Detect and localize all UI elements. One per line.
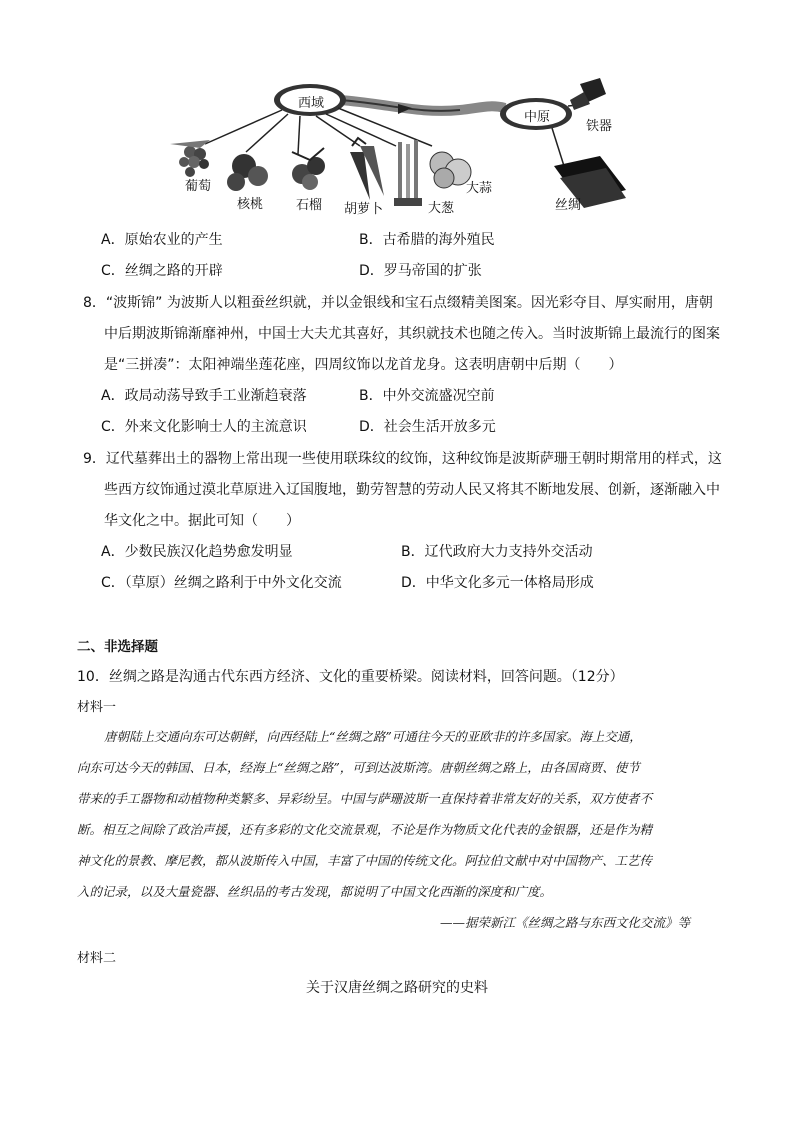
pomegranate-label: 石榴 [296, 198, 323, 213]
q9-option-b[interactable]: B．辽代政府大力支持外交活动 [401, 544, 593, 560]
material-2-title: 关于汉唐丝绸之路研究的史料 [306, 980, 488, 996]
q8-number: 8． [83, 295, 106, 311]
q8-stem-line-2: 中后期波斯锦渐靡神州，中国士大夫尤其喜好，其织就技术也随之传入。当时波斯锦上最流行的图案 [104, 326, 720, 342]
q7-option-d[interactable]: D．罗马帝国的扩张 [359, 263, 482, 279]
iron-tools-label: 铁器 [586, 119, 613, 134]
q9-option-c[interactable]: C．（草原）丝绸之路利于中外文化交流 [101, 575, 342, 591]
silk-road-exchange-figure [160, 74, 630, 216]
q9-stem-line-2: 些西方纹饰通过漠北草原进入辽国腹地，勤劳智慧的劳动人民又将其不断地发展、创新，逐渐融入中 [104, 482, 720, 498]
material-1-line-3: 带来的手工器物和动植物种类繁多、异彩纷呈。中国与萨珊波斯一直保持着非常友好的关系，双方使者不 [77, 791, 653, 806]
section-title: 二、非选择题 [77, 639, 158, 655]
material-1-line-2: 向东可达今天的韩国、日本，经海上“丝绸之路”，可到达波斯湾。唐朝丝绸之路上，由各国商贾、使节 [77, 760, 640, 775]
q9-stem-line-1: 9．辽代墓葬出土的器物上常出现一些使用联珠纹的纹饰，这种纹饰是波斯萨珊王朝时期常用的样式，这 [83, 451, 722, 467]
center-node-label: 中原 [524, 110, 551, 125]
material-1-line-4: 断。相互之间除了政治声援，还有多彩的文化交流景观，不论是作为物质文化代表的金银器，还是作为精 [77, 822, 653, 837]
carrot-illustration [350, 138, 384, 200]
q9-option-a[interactable]: A．少数民族汉化趋势愈发明显 [101, 544, 293, 560]
walnut-label: 核桃 [237, 197, 264, 212]
scallion-illustration [394, 140, 422, 206]
carrot-label: 胡萝卜 [344, 202, 384, 217]
q9-stem-line-3: 华文化之中。据此可知（ ） [104, 513, 300, 529]
q8-option-b[interactable]: B．中外交流盛况空前 [359, 388, 495, 404]
west-node-label: 西域 [298, 96, 325, 111]
grape-illustration [170, 140, 210, 177]
scallion-label: 大葱 [428, 201, 455, 216]
material-1-line-6: 入的记录，以及大量瓷器、丝织品的考古发现，都说明了中国文化西渐的深度和广度。 [77, 884, 553, 899]
q9-option-d[interactable]: D．中华文化多元一体格局形成 [401, 575, 594, 591]
iron-tools-illustration [570, 78, 606, 110]
silk-label: 丝绸 [555, 198, 582, 213]
material-1-label: 材料一 [77, 700, 117, 715]
q7-option-a[interactable]: A．原始农业的产生 [101, 232, 223, 248]
q9-number: 9． [83, 451, 106, 467]
q10-stem: 10．丝绸之路是沟通古代东西方经济、文化的重要桥梁。阅读材料，回答问题。（12分） [77, 669, 624, 685]
q8-option-a[interactable]: A．政局动荡导致手工业渐趋衰落 [101, 388, 307, 404]
walnut-illustration [227, 154, 268, 191]
garlic-illustration [430, 152, 471, 188]
q8-stem-line-1: 8．“波斯锦” 为波斯人以粗蚕丝织就，并以金银线和宝石点缀精美图案。因光彩夺目、厚实耐用，唐朝 [83, 295, 713, 311]
garlic-label: 大蒜 [466, 181, 493, 196]
material-2-label: 材料二 [77, 951, 117, 966]
q8-stem-line-3: 是“三拼凑”：太阳神端坐莲花座，四周纹饰以龙首龙身。这表明唐朝中后期（ ） [104, 357, 623, 373]
q8-option-c[interactable]: C．外来文化影响士人的主流意识 [101, 419, 307, 435]
pomegranate-illustration [292, 148, 325, 190]
q7-option-c[interactable]: C．丝绸之路的开辟 [101, 263, 223, 279]
material-1-source: ——据荣新江《丝绸之路与东西文化交流》等 [440, 915, 691, 930]
material-1-line-1: 唐朝陆上交通向东可达朝鲜，向西经陆上“丝绸之路”可通往今天的亚欧非的许多国家。海上交通， [104, 729, 642, 744]
material-1-line-5: 神文化的景教、摩尼教，都从波斯传入中国，丰富了中国的传统文化。阿拉伯文献中对中国物产、工艺传 [77, 853, 653, 868]
grape-label: 葡萄 [185, 179, 212, 194]
q7-option-b[interactable]: B．古希腊的海外殖民 [359, 232, 495, 248]
q8-option-d[interactable]: D．社会生活开放多元 [359, 419, 496, 435]
